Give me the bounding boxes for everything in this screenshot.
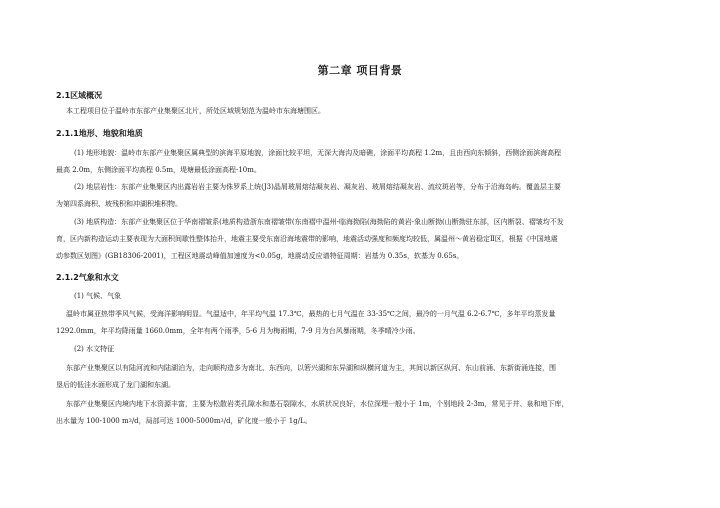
paragraph-geology-line-3: 动参数区划图》(GB18306-2001)，工程区地震动峰值加速度为<0.05g，地震动反应谱特征周期：岩基为 0.35s，软基为 0.65s。	[56, 252, 464, 260]
section-2-1-intro: 本工程项目位于温岭市东部产业集聚区北片，所处区域规划范为温岭市东海塘围区。	[66, 107, 325, 115]
groundwater-text-a: 出水量为 100-1000 m	[56, 417, 129, 425]
section-2-1-2-heading: 2.1.2气象和水文	[56, 273, 119, 282]
groundwater-text-b: /d，局部可达 1000-5000m	[131, 417, 221, 425]
paragraph-groundwater-line-1: 东部产业集聚区内境内地下水资源丰富，主要为松散岩类孔隙水和基石裂隙水，水质状况良好，水位深埋一般小于 1m，个别地段 2-3m，常见于井、泉和地下库，	[66, 400, 569, 408]
paragraph-strata-line-2: 为第四系海积、坡残积和冲湖积堆积物。	[56, 200, 182, 208]
paragraph-hydrology-line-2: 垦后的低洼水面形成了龙门湖和东湖。	[56, 381, 175, 389]
superscript-3-a: 3	[128, 418, 132, 424]
subheading-climate: (1) 气候、气象	[74, 292, 122, 300]
section-2-1-heading: 2.1区域概况	[56, 91, 103, 100]
paragraph-strata-line-1: (2) 地层岩性：东部产业集聚区内出露岩岩主要为侏罗系上统(J3)晶屑玻屑熔结凝灰岩、凝灰岩、玻屑熔结凝灰岩、流纹斑岩等，分布于沿海岛屿。覆盖层主要	[74, 183, 561, 191]
paragraph-terrain-line-2: 最高 2.0m，东侧涂面平均高程 0.5m，堤塘最低涂面高程-10m。	[56, 166, 261, 174]
chapter-title: 第二章 项目背景	[317, 64, 403, 77]
paragraph-climate-line-1: 温岭市属亚热带季风气候，受海洋影响明显。气温适中，年平均气温 17.3℃，最热的七月气温在 33-35℃之间，最冷的一月气温 6.2-6.7℃，多年平均蒸发量	[66, 310, 556, 318]
superscript-3-b: 3	[220, 418, 224, 424]
paragraph-hydrology-line-1: 东部产业集聚区以有陆河流和内陆湖泊为，走向顺构造多为南北、东西向，以箬兴湖和东异湖和纵横河道为主，其间以新区纵河、东山前涌、东新街涌连接，围	[66, 364, 556, 372]
paragraph-climate-line-2: 1292.0mm，年平均降雨量 1660.0mm，全年有两个雨季，5-6 月为梅雨期，7-9 月为台风暴雨期，冬季晴冷少雨。	[56, 327, 420, 335]
paragraph-geology-line-2: 育，区内新构造运动主要表现为大面积间歇性整体抬升，地震主要受东南沿海地震带的影响，地震活动强度和频度均较低，属温州～黄岩稳定Ⅱ区，根据《中国地震	[56, 235, 558, 243]
groundwater-text-c: /d，矿化度一般小于 1g/L。	[223, 417, 312, 425]
subheading-hydrology: (2) 水文特征	[74, 345, 115, 353]
paragraph-groundwater-line-2	[56, 415, 666, 427]
paragraph-terrain-line-1: (1) 地形地貌：温岭市东部产业集聚区属典型的滨海平原地貌，涂面比较平坦，无深大海沟及暗礁，涂面平均高程 1.2m，且由西向东倾斜，西侧涂面滨海高程	[74, 149, 562, 157]
paragraph-geology-line-1: (3) 地质构造：东部产业集聚区位于华南褶皱系(地质构造浙东南褶皱带(东南褶中温州-临海拗陷(海拗陷的黄岩-象山断拗(山断拗驻东部，区内断裂、褶皱均不发	[74, 218, 564, 226]
section-2-1-1-heading: 2.1.1地形、地貌和地质	[56, 129, 143, 138]
